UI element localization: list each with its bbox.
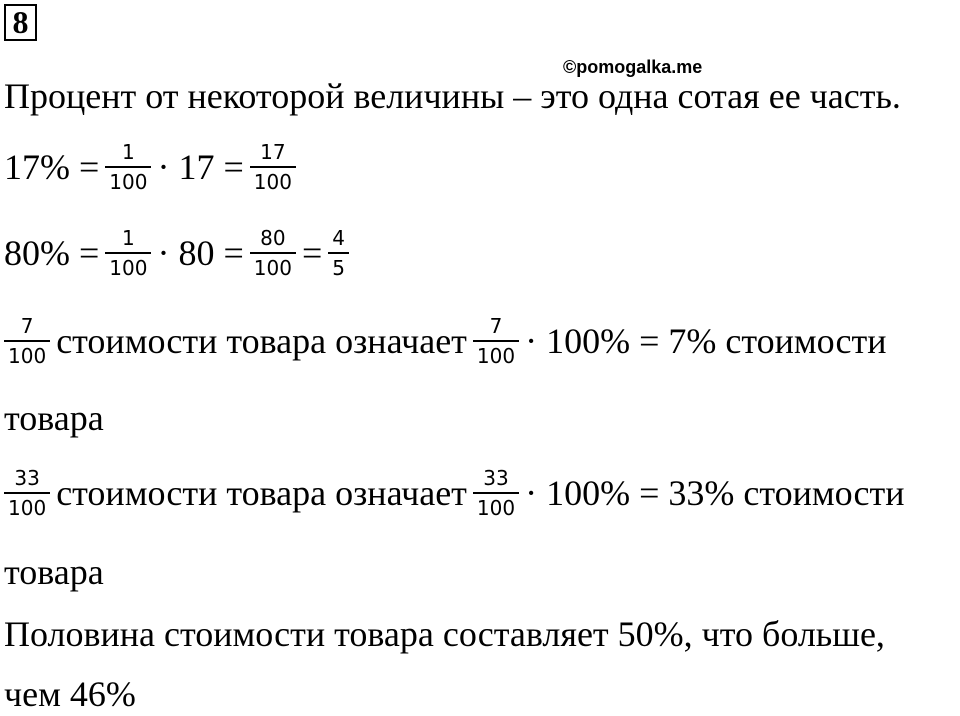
eq17-mid: · 17 = xyxy=(157,147,244,187)
fraction-numerator: 7 xyxy=(489,314,503,338)
intro-line xyxy=(4,76,901,116)
thirtythree-continuation: товара xyxy=(4,552,104,592)
thirtythree-percent-line xyxy=(4,458,905,528)
seven-text: стоимости товара означает xyxy=(56,321,467,361)
fraction-numerator: 7 xyxy=(20,314,34,338)
eq17-lhs: 17% = xyxy=(4,147,100,187)
seven-continuation-line xyxy=(4,398,104,438)
fraction xyxy=(250,227,296,279)
fraction-numerator: 1 xyxy=(122,226,135,250)
fraction xyxy=(473,315,519,367)
fraction-denominator: 100 xyxy=(253,170,292,194)
thirtythree-tail: · 100% = 33% стоимости xyxy=(525,473,905,513)
eq80-equals: = xyxy=(301,233,323,273)
eq80-lhs: 80% = xyxy=(4,233,100,273)
fraction-denominator: 100 xyxy=(476,496,516,520)
equation-80-percent xyxy=(4,218,355,288)
fraction-denominator: 100 xyxy=(476,344,516,368)
watermark: ©pomogalka.me xyxy=(563,57,703,77)
seven-percent-line xyxy=(4,306,887,376)
fraction-denominator: 100 xyxy=(109,256,148,280)
fraction xyxy=(105,141,151,193)
fraction-numerator: 80 xyxy=(260,226,286,250)
fraction xyxy=(4,467,50,519)
fraction xyxy=(105,227,151,279)
conclusion-continuation: чем 46% xyxy=(4,674,136,714)
fraction-denominator: 5 xyxy=(332,256,346,280)
problem-number-box: 8 xyxy=(4,4,37,41)
conclusion-line xyxy=(4,614,885,654)
fraction-numerator: 1 xyxy=(122,140,135,164)
fraction xyxy=(4,315,50,367)
thirtythree-continuation-line xyxy=(4,552,104,592)
fraction-numerator: 17 xyxy=(260,140,286,164)
intro-text: Процент от некоторой величины – это одна сотая ее часть. xyxy=(4,76,901,116)
seven-continuation: товара xyxy=(4,398,104,438)
fraction-denominator: 100 xyxy=(109,170,148,194)
fraction xyxy=(473,467,519,519)
fraction-numerator: 33 xyxy=(14,466,40,490)
conclusion-continuation-line xyxy=(4,674,136,714)
thirtythree-text: стоимости товара означает xyxy=(56,473,467,513)
fraction-numerator: 4 xyxy=(332,226,346,250)
fraction-denominator: 100 xyxy=(8,344,47,368)
fraction-denominator: 100 xyxy=(8,496,47,520)
fraction-denominator: 100 xyxy=(253,256,292,280)
conclusion-text: Половина стоимости товара составляет 50%, что больше, xyxy=(4,614,885,654)
seven-tail: · 100% = 7% стоимости xyxy=(525,321,887,361)
fraction xyxy=(328,227,349,279)
eq80-mid: · 80 = xyxy=(157,233,244,273)
fraction-numerator: 33 xyxy=(483,466,509,490)
equation-17-percent xyxy=(4,132,302,202)
fraction xyxy=(250,141,296,193)
